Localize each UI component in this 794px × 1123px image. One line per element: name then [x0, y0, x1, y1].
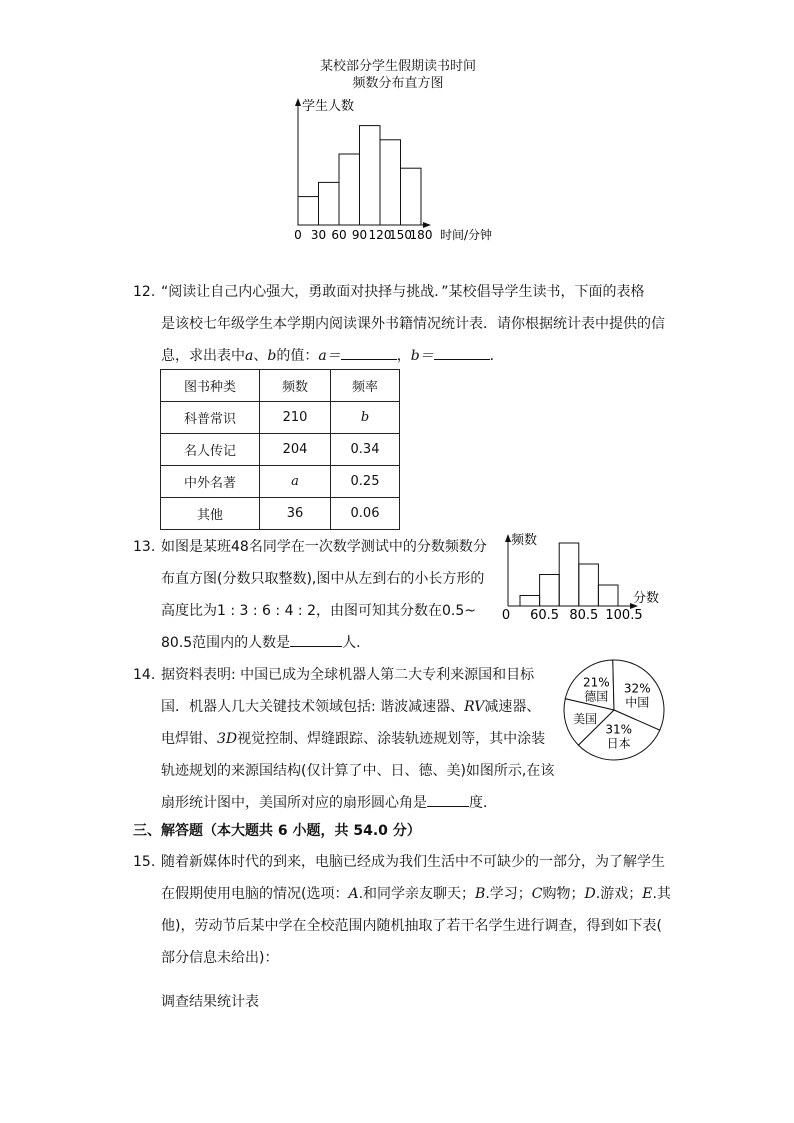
table-header: 图书种类 [161, 370, 260, 402]
score-histogram [496, 528, 666, 628]
q13-line1: 如图是某班48名同学在一次数学测试中的分数频数分 [161, 539, 487, 555]
x-tick-label: 60 [331, 228, 347, 242]
histogram-bar [298, 197, 319, 225]
q14-line1: 据资料表明: 中国已成为全球机器人第二大专利来源国和目标 [161, 667, 535, 683]
table-header-row [161, 370, 400, 402]
table-cell: a [260, 466, 331, 498]
table-cell: 204 [260, 434, 331, 466]
q12-line3: 息，求出表中a、b的值：a＝ ，b＝ ． [161, 340, 665, 372]
histogram-bar [559, 543, 579, 606]
h1-ylabel: 学生人数 [302, 99, 355, 114]
x-tick-label: 30 [310, 228, 327, 242]
figure1-title-line1: 某校部分学生假期读书时间 [319, 59, 476, 74]
pie-category-label: 中国 [625, 695, 650, 710]
q13-line4: 80.5范围内的人数是 人． [161, 627, 487, 659]
answer-blank[interactable] [427, 788, 469, 807]
pie-percent-label: 21% [582, 675, 610, 690]
q15-line1: 随着新媒体时代的到来，电脑已经成为我们生活中不可缺少的一部分，为了解学生 [161, 854, 665, 870]
table-cell: 科普常识 [161, 402, 260, 434]
x-tick-label: 90 [351, 228, 368, 242]
question-12 [133, 276, 693, 376]
x-tick-label: 0 [294, 228, 302, 242]
h1-y-arrow [295, 98, 301, 106]
histogram-bar [319, 182, 340, 225]
table-cell: 0.25 [331, 466, 400, 498]
q14-line5: 扇形统计图中，美国所对应的扇形圆心角是 度． [161, 787, 554, 819]
question-14 [133, 659, 563, 819]
q13-line2: 布直方图(分数只取整数),图中从左到右的小长方形的 [161, 571, 485, 587]
q15-line4: 部分信息未给出)： [161, 950, 279, 966]
q14-line2: 国．机器人几大关键技术领域包括: 谐波减速器、RV减速器、 [161, 699, 541, 715]
histogram-bar [598, 585, 618, 606]
question-13 [133, 531, 503, 661]
answer-blank-b[interactable] [434, 341, 490, 360]
answer-blank-a[interactable] [341, 341, 397, 360]
table-row [161, 498, 400, 530]
h2-xlabel: 分数 [633, 591, 660, 606]
x-tick-label: 0 [501, 608, 511, 623]
section-3-heading: 三、解答题（本大题共 6 小题，共 54.0 分） [133, 823, 421, 839]
h2-ylabel: 频数 [511, 533, 538, 548]
book-stats-table [160, 369, 400, 530]
table-row [161, 402, 400, 434]
answer-blank[interactable] [290, 628, 342, 647]
table-cell: 36 [260, 498, 331, 530]
table-cell: 0.34 [331, 434, 400, 466]
pie-category-label: 日本 [606, 736, 631, 751]
table-header: 频数 [260, 370, 331, 402]
question-number: 13. [133, 539, 156, 555]
h1-xlabel: 时间/分钟 [440, 228, 493, 242]
table-row [161, 466, 400, 498]
x-tick-label: 60.5 [530, 608, 560, 623]
table-cell: 中外名著 [161, 466, 260, 498]
histogram-bar [360, 126, 381, 225]
histogram-bar [339, 154, 360, 225]
table-header: 频率 [331, 370, 400, 402]
histogram-bar [520, 596, 540, 607]
q15-line3: 他)，劳动节后某中学在全校范围内随机抽取了若干名学生进行调查，得到如下表( [161, 918, 662, 934]
q12-line2: 是该校七年级学生本学期内阅读课外书籍情况统计表．请你根据统计表中提供的信 [161, 316, 665, 332]
pie-percent-label: 32% [623, 681, 651, 696]
x-tick-label: 100.5 [605, 608, 643, 623]
table-cell: 名人传记 [161, 434, 260, 466]
reading-time-histogram [280, 92, 510, 248]
question-number: 12. [133, 284, 156, 300]
q13-line3: 高度比为1 : 3 : 6 : 4 : 2，由图可知其分数在0.5~ [161, 603, 476, 619]
q12-line1: “阅读让自己内心强大，勇敢面对抉择与挑战．”某校倡导学生读书，下面的表格 [161, 284, 645, 300]
x-tick-label: 120 [368, 228, 392, 242]
question-number: 15. [133, 854, 156, 870]
q14-line4: 轨迹规划的来源国结构(仅计算了中、日、德、美)如图所示,在该 [161, 763, 555, 779]
x-tick-label: 180 [409, 228, 433, 242]
table-cell: 210 [260, 402, 331, 434]
histogram-bar [401, 168, 422, 225]
table-cell: b [331, 402, 400, 434]
histogram-bar [579, 564, 599, 606]
table-cell: 0.06 [331, 498, 400, 530]
q15-line2: 在假期使用电脑的情况(选项：A.和同学亲友聊天；B.学习；C购物；D.游戏；E.其 [161, 886, 671, 902]
table-cell: 其他 [161, 498, 260, 530]
pie-percent-label: 31% [605, 722, 633, 737]
histogram-bar [380, 140, 401, 225]
x-tick-label: 150 [389, 228, 412, 242]
x-tick-label: 80.5 [569, 608, 599, 623]
q14-line3: 电焊钳、3D视觉控制、焊缝跟踪、涂装轨迹规划等，其中涂装 [161, 731, 546, 747]
histogram-bar [540, 575, 560, 607]
pie-category-label: 德国 [584, 689, 609, 704]
question-number: 14. [133, 667, 156, 683]
robot-patent-pie-chart [560, 654, 670, 764]
table-row [161, 434, 400, 466]
table-caption: 调查结果统计表 [161, 994, 259, 1010]
figure1-title-line2: 频数分布直方图 [352, 76, 444, 91]
pie-category-label: 美国 [573, 712, 598, 727]
